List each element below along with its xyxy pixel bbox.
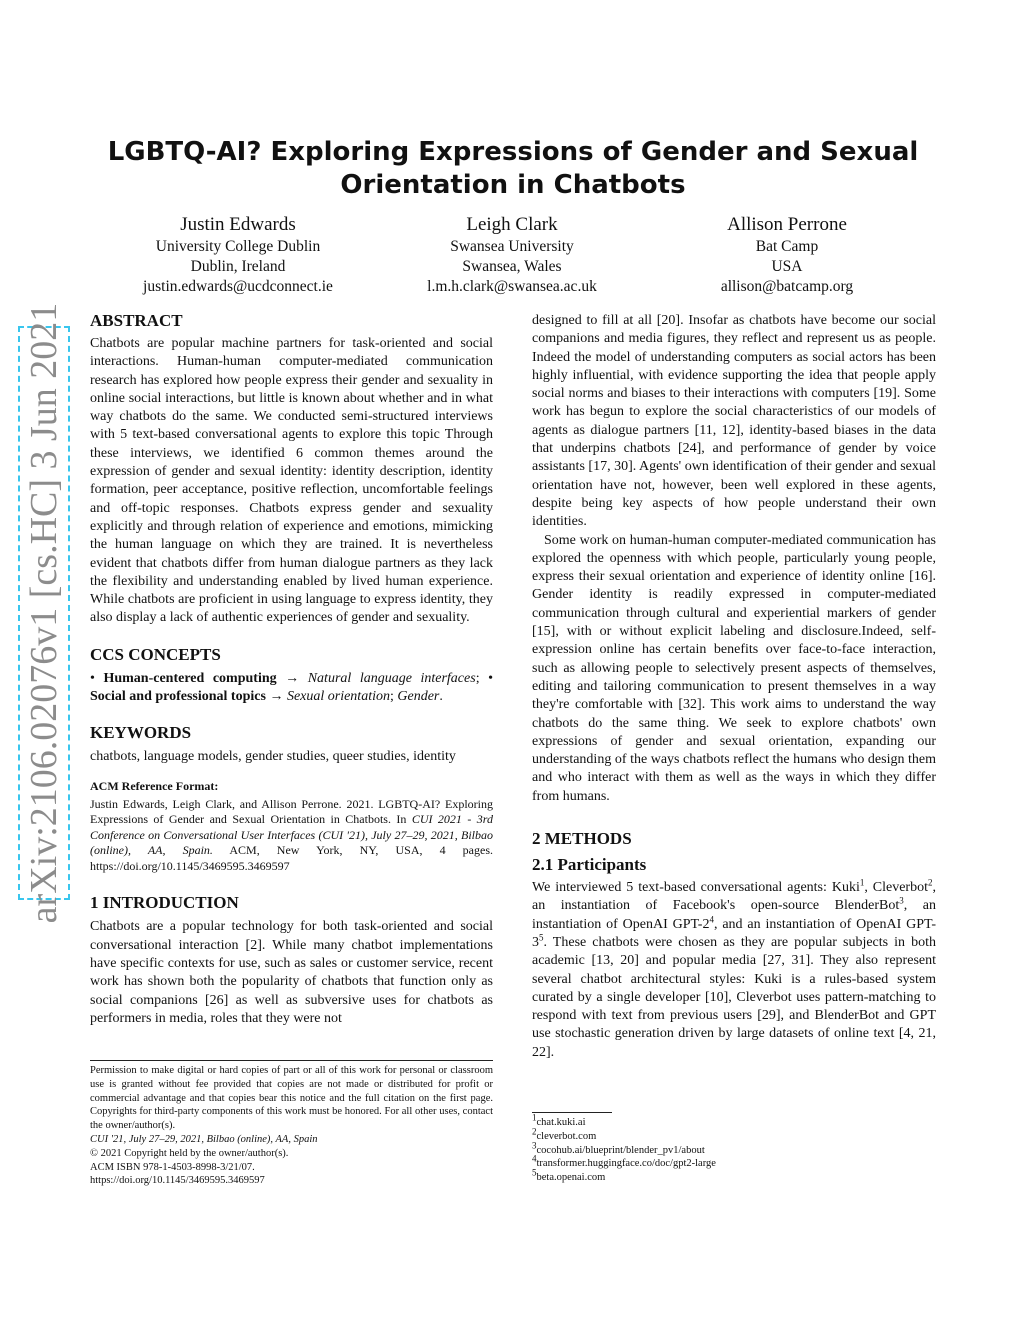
footnote-link[interactable]: cleverbot.com	[536, 1130, 597, 1142]
footnote-link[interactable]: transformer.huggingface.co/doc/gpt2-large	[536, 1158, 716, 1170]
footnote: $^1$chat.kuki.ai	[532, 1112, 586, 1128]
footnote: $^5$beta.openai.com	[532, 1167, 606, 1184]
author-name: Justin Edwards	[180, 214, 296, 235]
reference-text: Justin Edwards, Leigh Clark, and Allison Perrone. 2021. LGBTQ-AI? Exploring Expressions of Gender and Sexual Orientation in Chatbots. In CUI 2021 - 3rd Conference on Conversational User Interfaces (CUI '21), July 27–29, 2021, Bilbao (online), AA, Spain. ACM, New York, NY, USA, 4 pages. https://doi.org/10.1145/3469595.3469597	[90, 796, 493, 873]
right-column	[532, 312, 936, 1062]
participants-text: We interviewed 5 text-based conversational agents: Kuki$^1$, Cleverbot$^2$, an instantiation of Facebook's open-source BlenderBot$^3$, an instantiation of OpenAI GPT-$2^4$, and an instantiation of OpenAI GPT-$3^5$. These chatbots were chosen as they are popular subjects in both academic [13, 20] and popular media [27, 31]. They also represent several chatbot architectural styles: Kuki is a rules-based system curated by a single developer [10], Cleverbot uses pattern-matching to respond with text from previous users [29], and BlenderBot and GPT use stochastic generation driven by large datasets of online text [4, 21, 22].	[532, 877, 937, 1060]
keywords-text: chatbots, language models, gender studies, queer studies, identity	[90, 749, 456, 765]
left-column	[90, 310, 493, 1028]
author-block	[657, 212, 917, 297]
author-location: Dublin, Ireland	[190, 258, 286, 275]
footnote-link[interactable]: cocohub.ai/blueprint/blender_pv1/about	[536, 1144, 705, 1156]
body-paragraph: designed to fill at all [20]. Insofar as chatbots have become our social companions and media figures, they reflect and represent us as people. Indeed the model of understanding computers as social actors has been highly influential, with evidence supporting the idea that people apply social norms and biases to their interactions with computers [19]. Some work has begun to explore the social characteristics of our models of agents as dialogue partners [11, 12], identity-based biases in the data that underpins chatbots [24], and performance of gender by voice assistants [17, 30]. Agents' own identification of their gender and sexual orientation have not, however, been well explored in these agents, despite being key aspects of how people understand their own identities.	[532, 313, 936, 530]
reference-heading: ACM Reference Format:	[90, 778, 219, 793]
paper-title: LGBTQ-AI? Exploring Expressions of Gender and Sexual Orientation in Chatbots	[107, 137, 919, 200]
participants-heading: 2.1 Participants	[532, 855, 647, 875]
author-name: Leigh Clark	[466, 214, 558, 235]
abstract-heading: ABSTRACT	[90, 311, 183, 330]
arxiv-identifier[interactable]: arXiv:2106.02076v1 [cs.HC] 3 Jun 2021	[23, 302, 65, 924]
author-location: Swansea, Wales	[462, 258, 562, 275]
footnote-marker[interactable]: 5	[539, 932, 544, 943]
ccs-heading: CCS CONCEPTS	[90, 644, 221, 664]
footnote-marker[interactable]: 2	[928, 877, 933, 888]
ccs-text: • Human-centered computing → Natural language interfaces; • Social and professional topics → Sexual orientation; Gender.	[90, 670, 494, 705]
footnote-link[interactable]: chat.kuki.ai	[536, 1117, 586, 1128]
author-name: Allison Perrone	[727, 214, 847, 235]
author-email[interactable]: l.m.h.clark@swansea.ac.uk	[427, 278, 597, 295]
keywords-heading: KEYWORDS	[90, 723, 192, 743]
copyright-text: © 2021 Copyright held by the owner/author(s).	[90, 1147, 289, 1159]
ccs-concept: Human-centered computing	[103, 670, 277, 686]
body-paragraph: Some work on human-human computer-mediated communication has explored the openness with which people, particularly young people, express their sexual orientation and experience of identity online [16]. Gender identity is readily expressed in computer-mediated communication through cultural and experiential markers of gender [15], with or without explicit labeling and disclosure.Indeed, self-expression online has certain benefits over face-to-face interaction, such as allowing people to selectively present aspects of themselves, editing and tailoring communication to present themselves in a way they're comfortable with [32]. This work aims to understand the way chatbots do the same thing. We seek to explore chatbots' own expressions of gender and sexual orientation, expanding our understanding of the ways chatbots reflect the humans who design them and who interact with them as well as the ways in which they differ from humans.	[532, 532, 936, 804]
author-block	[108, 212, 368, 297]
ccs-concept: Social and professional topics	[90, 689, 266, 705]
footnote-link[interactable]: beta.openai.com	[536, 1172, 606, 1184]
isbn-text: ACM ISBN 978-1-4503-8998-3/21/07.	[90, 1161, 255, 1173]
footnote: $^4$transformer.huggingface.co/doc/gpt2-large	[532, 1153, 716, 1170]
ccs-concept: Sexual orientation	[286, 689, 390, 705]
methods-heading: 2 METHODS	[532, 829, 632, 849]
permission-block	[90, 1064, 493, 1188]
ccs-concept: Gender	[397, 689, 440, 705]
author-email[interactable]: allison@batcamp.org	[720, 278, 854, 295]
author-affiliation: Bat Camp	[755, 238, 819, 255]
doi-link[interactable]: https://doi.org/10.1145/3469595.3469597	[90, 1175, 265, 1187]
ccs-concept: Natural language interfaces	[307, 670, 476, 686]
author-location: USA	[771, 258, 803, 275]
author-email[interactable]: justin.edwards@ucdconnect.ie	[143, 278, 333, 295]
abstract-text: Chatbots are popular machine partners for task-oriented and social interactions. Human-human computer-mediated communication research has explored how people express their gender and sexuality in online social interactions, but little is known about whether and in what way chatbots do the same. We conducted semi-structured interviews with 5 text-based conversational agents to explore this topic Through these interviews, we identified 6 common themes around the expression of gender and sexual identity: identity description, identity formation, peer acceptance, positive reflection, uncomfortable feelings and off-topic responses. Chatbots express gender and sexuality explicitly and through relation of experience and emotions, mimicking the human language on which they are trained. It is nevertheless evident that chatbots differ from human dialogue partners as they lack the flexibility and understanding enabled by lived human experience. While chatbots are proficient in using language to express identity, they also display a lack of authentic experiences of gender and sexuality.	[90, 336, 493, 626]
reference-venue: CUI 2021 - 3rd Conference on Conversational User Interfaces (CUI '21), July 27–29, 2021, Bilbao (online), AA, Spain.	[90, 812, 493, 858]
permission-venue: CUI '21, July 27–29, 2021, Bilbao (online), AA, Spain	[90, 1133, 318, 1145]
author-affiliation: University College Dublin	[155, 238, 321, 255]
footnote-marker[interactable]: 1	[859, 877, 865, 888]
footnote-rule	[90, 1060, 493, 1061]
footnote-marker[interactable]: 4	[709, 913, 714, 924]
author-affiliation: Swansea University	[450, 238, 574, 255]
footnote: $^3$cocohub.ai/blueprint/blender_pv1/about	[532, 1140, 705, 1156]
introduction-text: Chatbots are a popular technology for both task-oriented and social conversational interaction [2]. While many chatbot implementations have specific contexts for use, such as sales or customer service, recent work has shown both the popularity of chatbots that function only as social companions [26] as well as subversive uses for chatbots as performers in media, roles that they were not	[90, 919, 493, 1026]
footnote: $^2$cleverbot.com	[532, 1126, 597, 1142]
author-block	[382, 212, 642, 297]
introduction-heading: 1 INTRODUCTION	[90, 893, 239, 913]
footnote-rule	[532, 1112, 612, 1113]
footnotes-block	[532, 1112, 936, 1185]
footnote-marker[interactable]: 3	[899, 895, 904, 906]
permission-text: Permission to make digital or hard copies of part or all of this work for personal or classroom use is granted without fee provided that copies are not made or distributed for profit or commercial advantage and that copies bear this notice and the full citation on the first page. Copyrights for third-party components of this work must be honored. For all other uses, contact the owner/author(s).	[90, 1065, 493, 1132]
